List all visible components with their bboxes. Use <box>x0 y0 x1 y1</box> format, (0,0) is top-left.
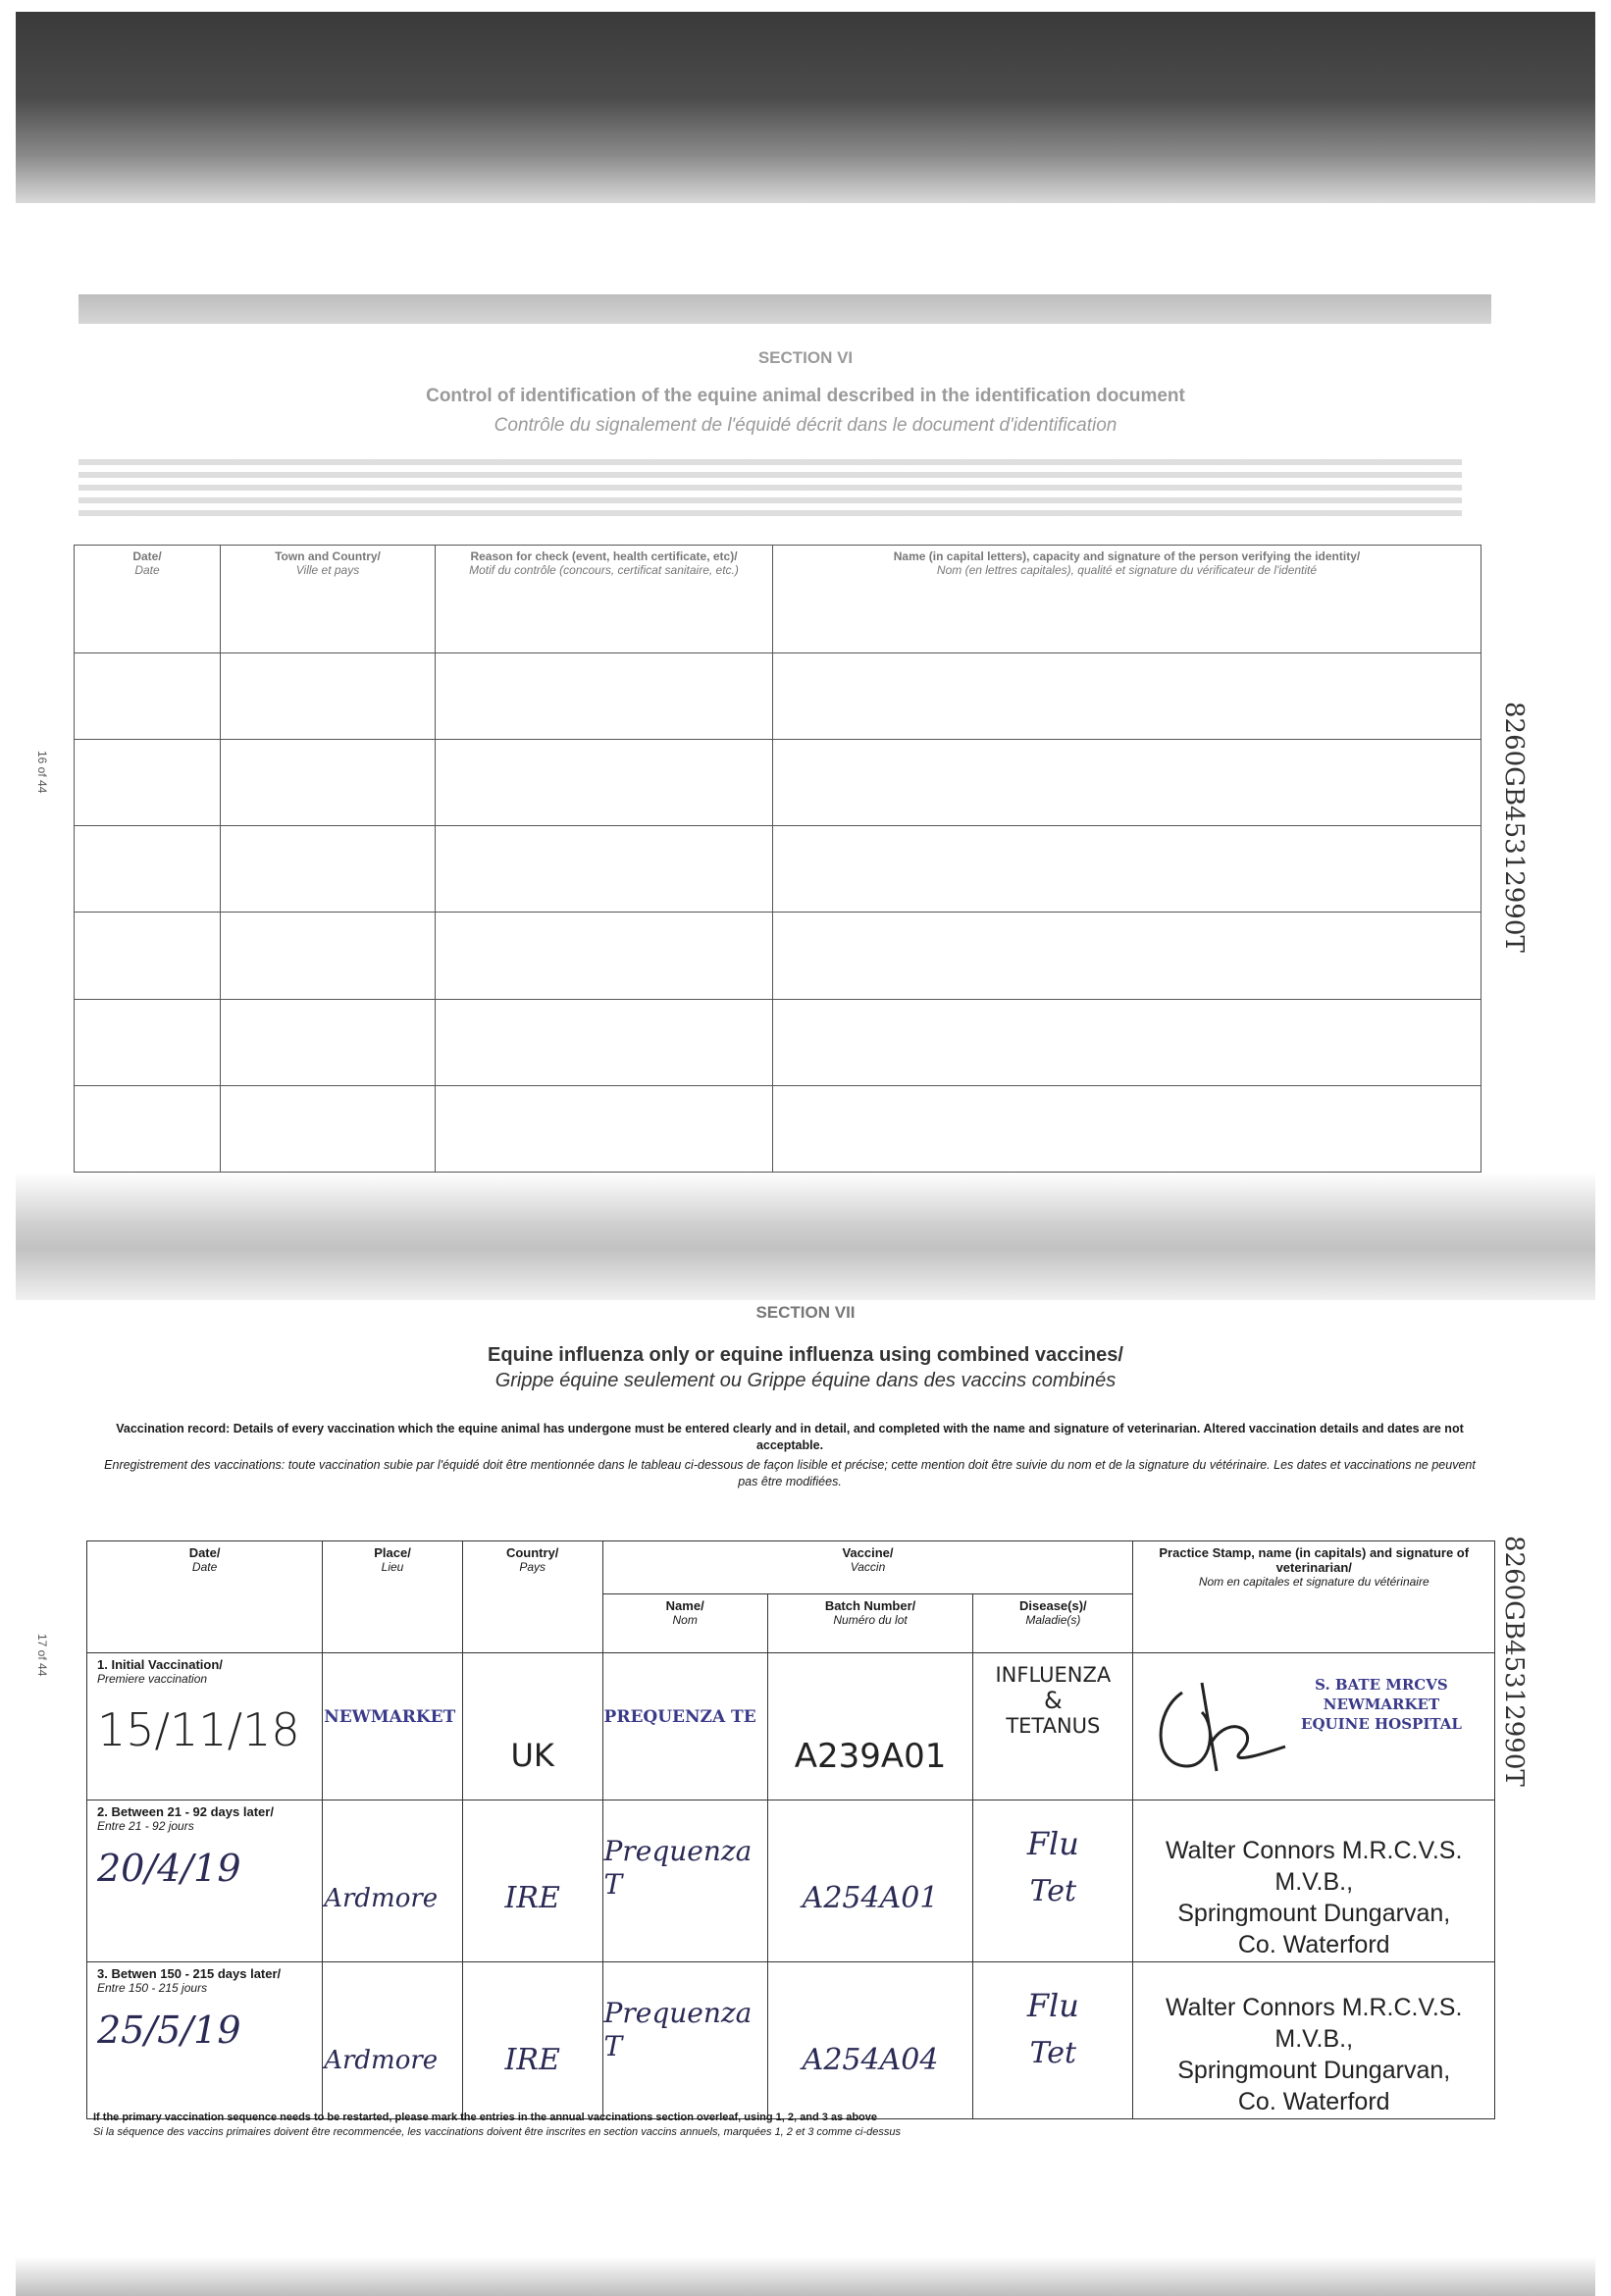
row2-label-en: 2. Between 21 - 92 days later/ <box>97 1804 274 1819</box>
section-vi-intro-smudge <box>78 459 1462 516</box>
row1-stamp-cell <box>1133 1653 1495 1800</box>
table-row <box>75 826 1481 913</box>
row1-stamp: S. BATE MRCVS NEWMARKET EQUINE HOSPITAL <box>1301 1676 1462 1733</box>
identification-check-table <box>74 545 1481 1173</box>
row3-country: IRE <box>504 2043 560 2077</box>
row2-place-cell <box>323 1800 463 1962</box>
section-vii-title-en: Equine influenza only or equine influenza using combined vaccines/ <box>488 1344 1123 1366</box>
row3-disease-3: Tet <box>1029 2036 1077 2070</box>
row1-disease-2: & <box>1043 1687 1063 1714</box>
header-stamp: Practice Stamp, name (in capitals) and signature of veterinarian/ Nom en capitales et signature du vétérinaire <box>1133 1541 1495 1653</box>
scan-shadow-bottom <box>16 2257 1595 2296</box>
page-gap-shadow <box>16 1173 1595 1300</box>
row2-stamp: Walter Connors M.R.C.V.S. M.V.B., Springmount Dungarvan, Co. Waterford <box>1166 1837 1463 1958</box>
table-row <box>75 999 1481 1085</box>
row3-disease-1: Flu <box>1026 1987 1079 2024</box>
table-row <box>87 1653 1495 1800</box>
scan-shadow-top <box>16 12 1595 203</box>
table-row <box>75 913 1481 999</box>
section-vii-label: SECTION VII <box>755 1303 856 1322</box>
row1-country: UK <box>510 1737 554 1774</box>
row1-name-cell <box>602 1653 767 1800</box>
header-place: Place/ Lieu <box>323 1541 463 1653</box>
row1-label-fr: Premiere vaccination <box>97 1672 208 1686</box>
row1-disease-1: INFLUENZA <box>995 1663 1112 1687</box>
header-disease: Disease(s)/ Maladie(s) <box>973 1594 1133 1653</box>
signature-icon <box>1143 1673 1290 1781</box>
scan-band <box>78 294 1491 324</box>
row2-vaccine-name: Prequenza T <box>603 1835 753 1901</box>
col-date: Date/ Date <box>75 546 221 653</box>
row2-disease-1: Flu <box>1026 1825 1079 1862</box>
table-row <box>87 1800 1495 1962</box>
row3-name-cell <box>602 1962 767 2119</box>
row3-stamp: Walter Connors M.R.C.V.S. M.V.B., Springmount Dungarvan, Co. Waterford <box>1166 1994 1463 2115</box>
row2-disease-3: Tet <box>1029 1874 1077 1908</box>
header-date: Date/ Date <box>87 1541 323 1653</box>
row1-disease-cell <box>973 1653 1133 1800</box>
row3-date-cell <box>87 1962 323 2119</box>
vaccination-record-en: Vaccination record: Details of every vaccination which the equine animal has undergone must be entered clearly and in detail, and completed with the name and signature of veterinarian. Altered vaccination details and dates are not acceptable. <box>116 1422 1464 1452</box>
row1-place: NEWMARKET <box>324 1707 456 1727</box>
section-vii-title-fr: Grippe équine seulement ou Grippe équine dans des vaccins combinés <box>494 1370 1117 1391</box>
row2-country: IRE <box>504 1881 560 1915</box>
row2-label-fr: Entre 21 - 92 jours <box>97 1819 194 1833</box>
row2-country-cell <box>462 1800 602 1962</box>
section-vi-title-en: Control of identification of the equine animal described in the identification document <box>426 386 1185 406</box>
row3-batch-cell <box>767 1962 972 2119</box>
footnote-fr: Si la séquence des vaccins primaires doivent être recommencée, les vaccinations doivent être inscrites en section vaccins annuels, marquées 1, 2 et 3 comme ci-dessus <box>93 2126 901 2138</box>
bottom-page-number: 17 of 44 <box>35 1634 49 1677</box>
vaccination-record-fr: Enregistrement des vaccinations: toute vaccination subie par l'équidé doit être mentionnée dans le tableau ci-dessous de façon lisible et précise; cette mention doit être suivie du nom et de la signature du vétérinaire. Les dates et vaccinations ne peuvent pas être modifiées. <box>104 1458 1476 1488</box>
table-row <box>87 1962 1495 2119</box>
table-row <box>75 740 1481 826</box>
row3-date: 25/5/19 <box>97 2009 241 2052</box>
row3-place: Ardmore <box>324 2046 439 2075</box>
row1-country-cell <box>462 1653 602 1800</box>
row2-name-cell <box>602 1800 767 1962</box>
top-page-number: 16 of 44 <box>35 751 49 794</box>
col-town: Town and Country/ Ville et pays <box>221 546 436 653</box>
vaccination-table <box>86 1540 1495 2119</box>
header-vaccine-name: Name/ Nom <box>602 1594 767 1653</box>
header-batch: Batch Number/ Numéro du lot <box>767 1594 972 1653</box>
row1-place-cell <box>323 1653 463 1800</box>
col-verifier: Name (in capital letters), capacity and signature of the person verifying the identity/ Nom (en lettres capitales), qualité et signature du vérificateur de l'identité <box>773 546 1481 653</box>
row1-batch-cell <box>767 1653 972 1800</box>
col-reason: Reason for check (event, health certificate, etc)/ Motif du contrôle (concours, certificat sanitaire, etc.) <box>436 546 773 653</box>
row2-disease-cell <box>973 1800 1133 1962</box>
row3-vaccine-name: Prequenza T <box>603 1997 753 2062</box>
row3-stamp-cell <box>1133 1962 1495 2119</box>
section-vi-label: SECTION VI <box>757 348 854 367</box>
row1-date-cell <box>87 1653 323 1800</box>
bottom-side-id: 8260GB45312990T <box>1499 1536 1529 1787</box>
row1-batch: A239A01 <box>794 1737 947 1776</box>
row1-label-en: 1. Initial Vaccination/ <box>97 1657 223 1672</box>
row3-label-fr: Entre 150 - 215 jours <box>97 1981 208 1995</box>
row2-date: 20/4/19 <box>97 1847 241 1890</box>
row2-stamp-cell <box>1133 1800 1495 1962</box>
row3-disease-cell <box>973 1962 1133 2119</box>
row3-country-cell <box>462 1962 602 2119</box>
row1-date: 15/11/18 <box>97 1703 300 1756</box>
row3-place-cell <box>323 1962 463 2119</box>
row3-label-en: 3. Betwen 150 - 215 days later/ <box>97 1966 282 1981</box>
row1-disease-3: TETANUS <box>1006 1714 1101 1738</box>
top-side-id: 8260GB45312990T <box>1499 702 1529 953</box>
footnote-en: If the primary vaccination sequence needs to be restarted, please mark the entries in the annual vaccinations section overleaf, using 1, 2, and 3 as above <box>93 2112 878 2123</box>
row2-place: Ardmore <box>324 1884 439 1913</box>
section-vi-title-fr: Contrôle du signalement de l'équidé décrit dans le document d'identification <box>494 415 1117 436</box>
row2-date-cell <box>87 1800 323 1962</box>
header-country: Country/ Pays <box>462 1541 602 1653</box>
row3-batch: A254A04 <box>802 2043 939 2077</box>
row2-batch: A254A01 <box>802 1881 939 1915</box>
row1-vaccine-name: PREQUENZA TE <box>603 1707 756 1727</box>
table-row <box>75 653 1481 740</box>
row2-batch-cell <box>767 1800 972 1962</box>
header-vaccine: Vaccine/ Vaccin <box>602 1541 1133 1594</box>
table-row <box>75 1085 1481 1172</box>
